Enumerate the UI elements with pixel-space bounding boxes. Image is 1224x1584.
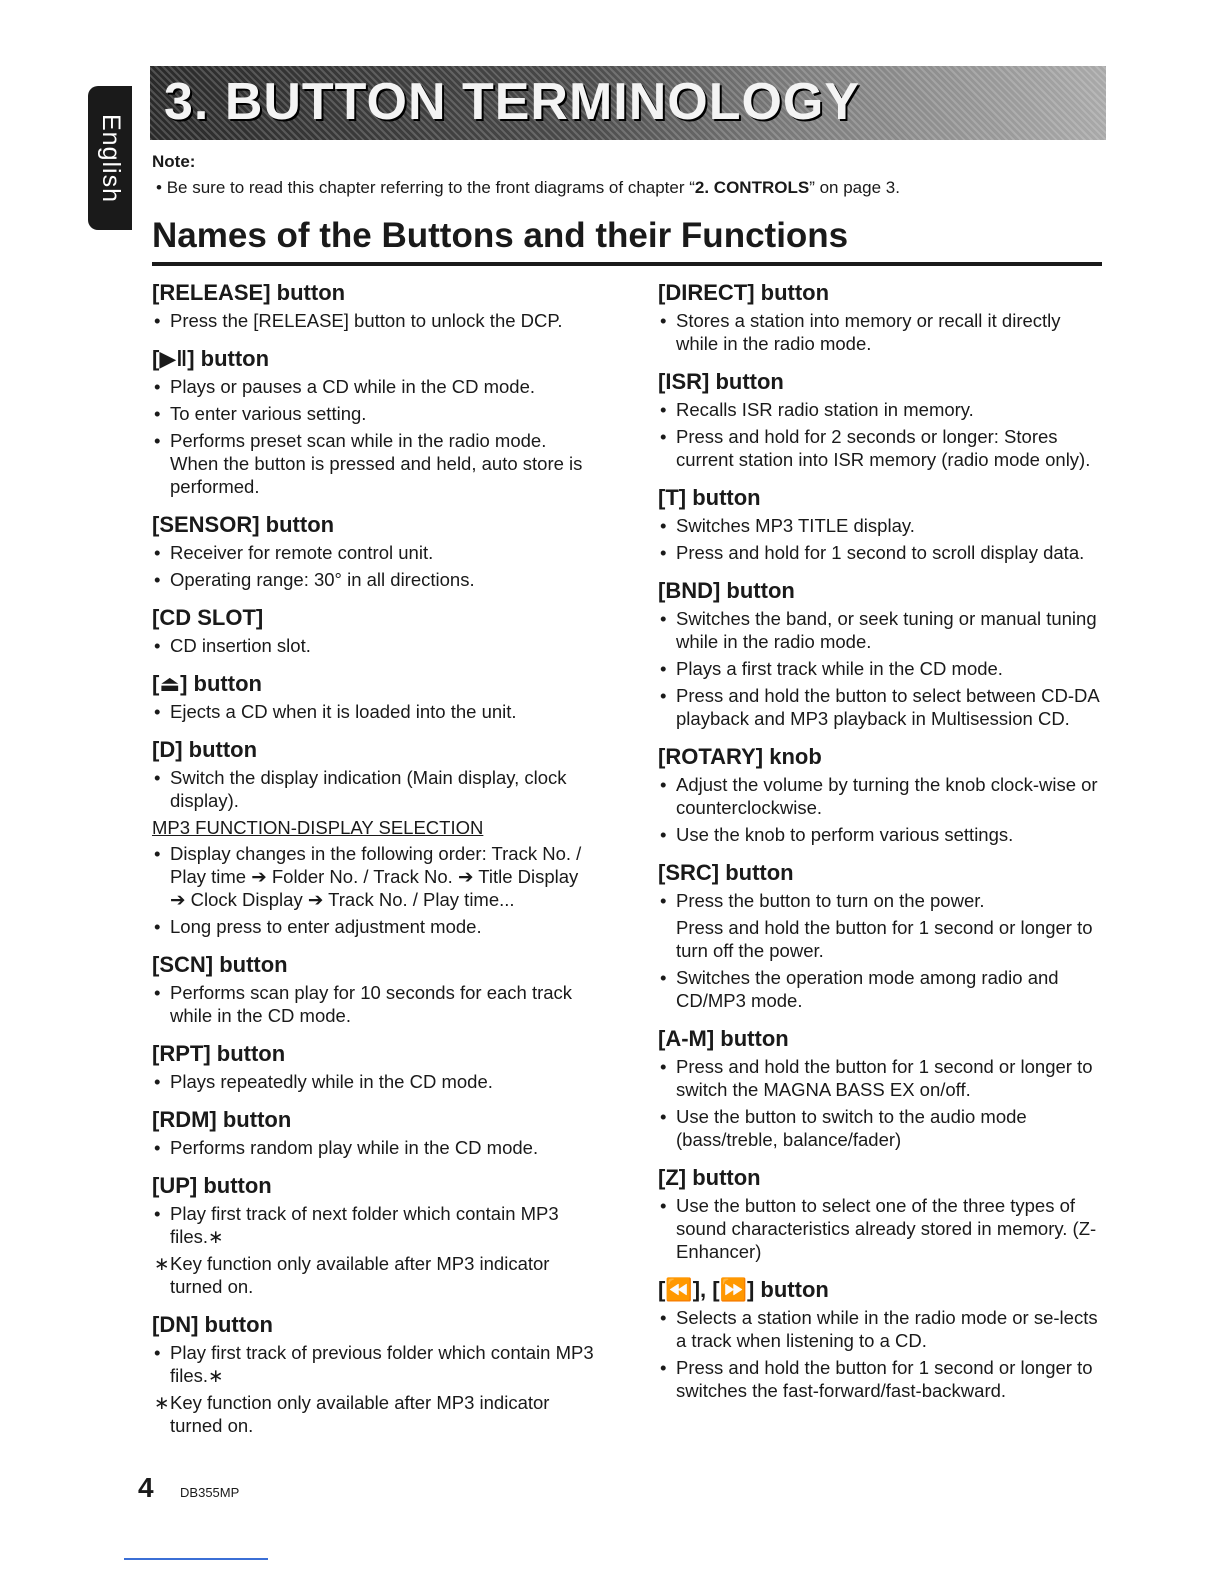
footnote-item: ∗ Key function only available after MP3 indicator turned on. [152,1252,598,1298]
bullet-item: • Stores a station into memory or recall it directly while in the radio mode. [658,309,1106,355]
button-entry [658,1026,1106,1151]
right-column [658,280,1106,1406]
note-text: • Be sure to read this chapter referring to the front diagrams of chapter “2. CONTROLS” on page 3. [156,178,900,197]
button-entry [658,744,1106,846]
bullet-list [658,1306,1106,1402]
left-column [152,280,598,1441]
bullet-item: • Switches MP3 TITLE display. [658,514,1106,537]
bullet-item: • Use the button to select one of the three types of sound characteristics already stored in memory. (Z-Enhancer) [658,1194,1106,1263]
note-label: Note: [152,152,196,171]
note-text-before: Be sure to read this chapter referring to the front diagrams of chapter “ [166,178,695,197]
button-entry-title: [SCN] button [152,952,288,977]
button-entry-title: [▶‖] button [152,346,270,371]
bullet-list [152,309,598,332]
button-entry [152,1041,598,1093]
bullet-item: • Play first track of previous folder which contain MP3 files.∗ [152,1341,598,1387]
button-entry [152,671,598,723]
bullet-item: • Plays or pauses a CD while in the CD mode. [152,375,598,398]
bullet-list [152,634,598,657]
bullet-item: • Switches the operation mode among radio and CD/MP3 mode. [658,966,1106,1012]
button-entry-title: [T] button [658,485,761,510]
bullet-list [152,981,598,1027]
bullet-list [152,1202,598,1298]
bullet-item: • Press the [RELEASE] button to unlock the DCP. [152,309,598,332]
bullet-item: • Press and hold the button for 1 second or longer to switches the fast-forward/fast-backward. [658,1356,1106,1402]
bullet-list [658,889,1106,962]
button-entry-title: [RDM] button [152,1107,292,1132]
sub-heading: MP3 FUNCTION-DISPLAY SELECTION [152,817,484,838]
section-title: Names of the Buttons and their Functions [152,216,1102,266]
bullet-list [658,1194,1106,1263]
bullet-list [658,514,1106,564]
button-entry [658,860,1106,1012]
bullet-item: • Display changes in the following order: Track No. / Play time ➔ Folder No. / Track No. ➔ Title Display ➔ Clock Display ➔ Track No. / Play time... [152,842,598,911]
bullet-item: • Performs scan play for 10 seconds for each track while in the CD mode. [152,981,598,1027]
button-entry-title: [ISR] button [658,369,784,394]
bullet-list [658,1055,1106,1151]
bullet-item: • Press and hold the button to select between CD-DA playback and MP3 playback in Multisession CD. [658,684,1106,730]
button-entry [152,1173,598,1298]
button-entry [152,605,598,657]
model-number: DB355MP [180,1485,240,1500]
page-number: 4 [138,1472,154,1503]
bullet-item: • Press and hold for 1 second to scroll display data. [658,541,1106,564]
note-text-bold: 2. CONTROLS [694,178,810,197]
bullet-item: • Long press to enter adjustment mode. [152,915,598,938]
button-entry-title: [ROTARY] knob [658,744,822,769]
chapter-title: 3. BUTTON TERMINOLOGY [164,73,861,131]
button-entry-title: [⏏] button [152,671,262,696]
bullet-list [152,1136,598,1159]
bullet-list [152,700,598,723]
bullet-item: • Operating range: 30° in all directions. [152,568,598,591]
bullet-item: • Recalls ISR radio station in memory. [658,398,1106,421]
note-text-after: ” on page 3. [809,178,900,197]
bullet-list [658,773,1106,846]
button-entry-title: [⏪], [⏩] button [658,1277,829,1302]
bullet-item: • Selects a station while in the radio mode or se-lects a track when listening to a CD. [658,1306,1106,1352]
button-entry [152,1107,598,1159]
button-entry-title: [A-M] button [658,1026,789,1051]
button-entry [658,1165,1106,1263]
bullet-item: • To enter various setting. [152,402,598,425]
button-entry-title: [DIRECT] button [658,280,830,305]
bullet-item: • Plays repeatedly while in the CD mode. [152,1070,598,1093]
bullet-list [152,1341,598,1437]
footer-rule [124,1558,268,1560]
button-entry [152,280,598,332]
button-entry-title: [CD SLOT] [152,605,264,630]
bullet-list [658,607,1106,730]
button-entry [152,346,598,498]
button-entry-title: [UP] button [152,1173,272,1198]
bullet-item: • Adjust the volume by turning the knob clock-wise or counterclockwise. [658,773,1106,819]
bullet-item: • Use the knob to perform various settings. [658,823,1106,846]
bullet-item: • Press and hold the button for 1 second or longer to switch the MAGNA BASS EX on/off. [658,1055,1106,1101]
bullet-item: • Performs random play while in the CD mode. [152,1136,598,1159]
bullet-item: • Play first track of next folder which contain MP3 files.∗ [152,1202,598,1248]
bullet-list [658,966,1106,1012]
button-entry-title: [BND] button [658,578,795,603]
language-tab-label: English [96,113,125,203]
button-entry [152,737,598,938]
bullet-item: • Press the button to turn on the power. [658,889,1106,912]
button-entry [152,512,598,591]
bullet-item: • CD insertion slot. [152,634,598,657]
bullet-list [152,541,598,591]
language-tab [88,86,132,230]
button-entry [658,578,1106,730]
button-entry [658,369,1106,471]
bullet-list [658,398,1106,471]
bullet-item: • Performs preset scan while in the radio mode. When the button is pressed and held, auto store is performed. [152,429,598,498]
button-entry [658,280,1106,355]
bullet-list [658,309,1106,355]
note-block [152,152,1092,198]
bullet-item: • Press and hold for 2 seconds or longer: Stores current station into ISR memory (radio mode only). [658,425,1106,471]
button-entry-title: [D] button [152,737,258,762]
bullet-item: • Use the button to switch to the audio mode (bass/treble, balance/fader) [658,1105,1106,1151]
button-entry-title: [DN] button [152,1312,273,1337]
bullet-item: • Switches the band, or seek tuning or manual tuning while in the radio mode. [658,607,1106,653]
button-entry-title: [Z] button [658,1165,761,1190]
button-entry-title: [RPT] button [152,1041,286,1066]
bullet-continuation: Press and hold the button for 1 second or longer to turn off the power. [676,917,1093,961]
footnote-item: ∗ Key function only available after MP3 indicator turned on. [152,1391,598,1437]
bullet-list [152,766,598,812]
bullet-item: • Receiver for remote control unit. [152,541,598,564]
chapter-banner [150,66,1106,140]
bullet-item: • Plays a first track while in the CD mode. [658,657,1106,680]
button-entry [658,1277,1106,1402]
button-entry-title: [SRC] button [658,860,794,885]
bullet-list [152,842,598,938]
bullet-list [152,1070,598,1093]
bullet-item: • Ejects a CD when it is loaded into the unit. [152,700,598,723]
button-entry [152,952,598,1027]
bullet-list [152,375,598,498]
button-entry [152,1312,598,1437]
bullet-item: • Switch the display indication (Main display, clock display). [152,766,598,812]
button-entry [658,485,1106,564]
button-entry-title: [RELEASE] button [152,280,346,305]
button-entry-title: [SENSOR] button [152,512,335,537]
page-footer [138,1472,239,1504]
